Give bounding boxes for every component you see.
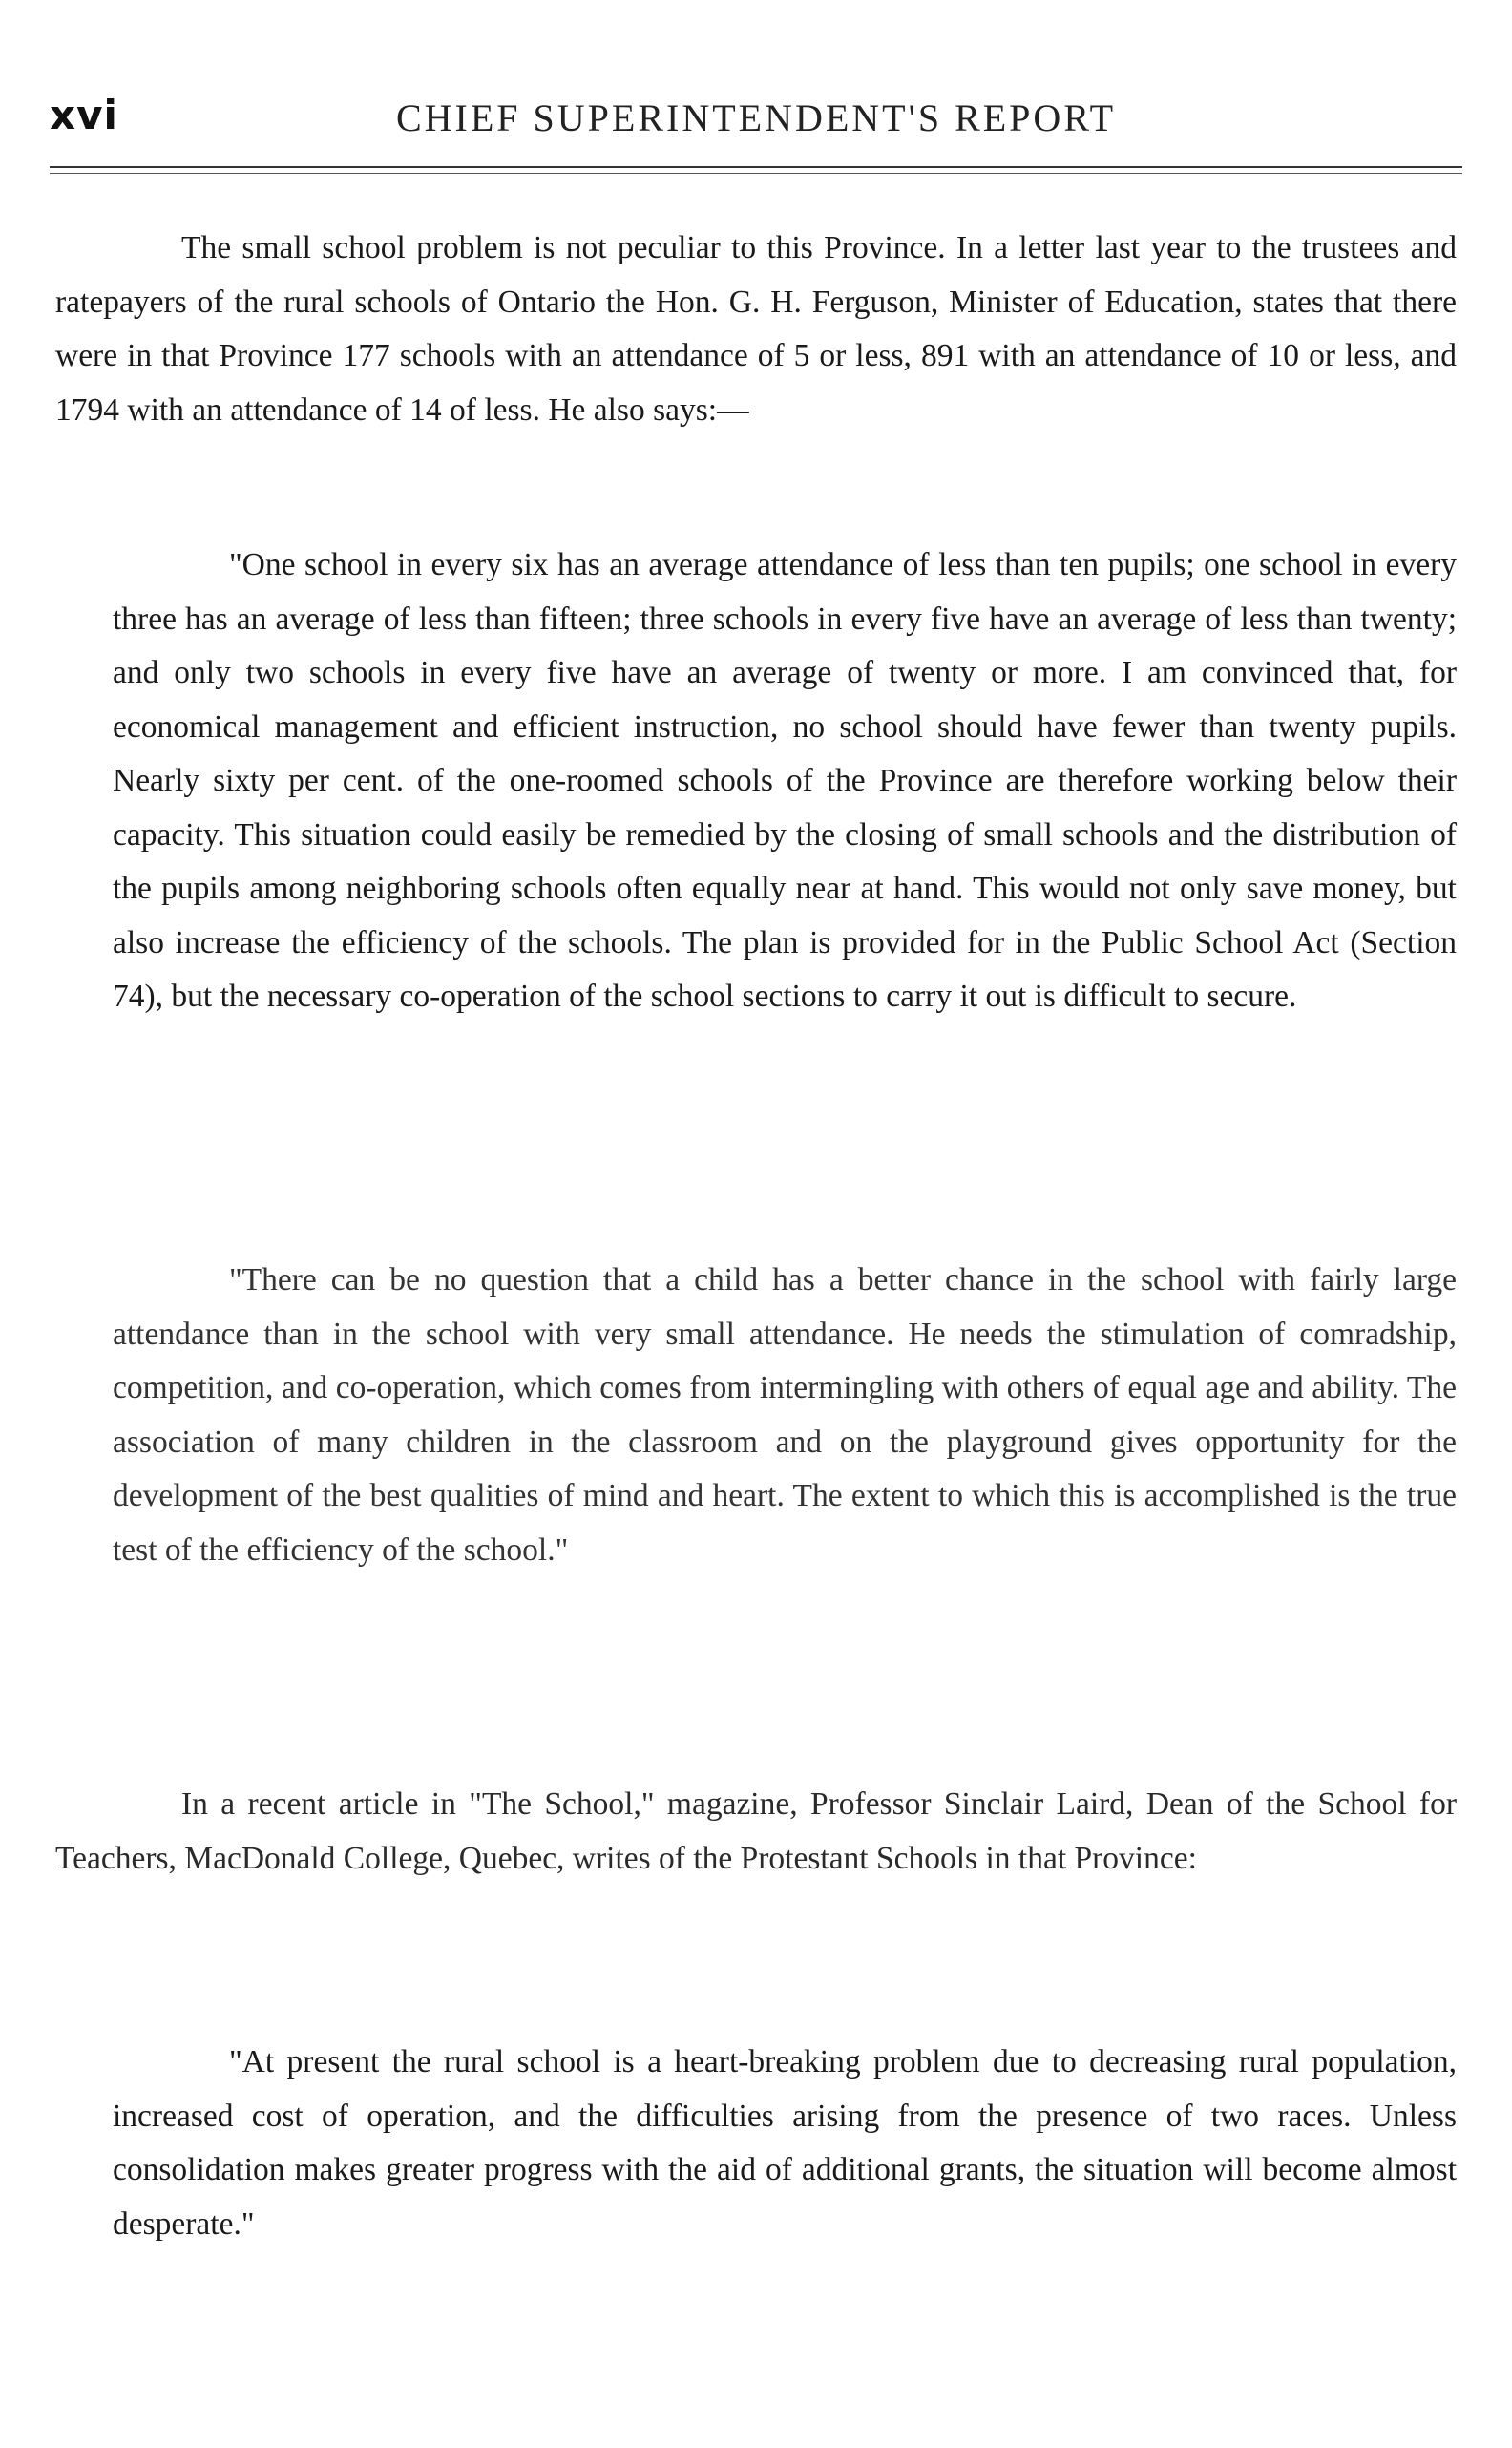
body-paragraph-1: The small school problem is not peculiar to this Province. In a letter last year to the trustees and ratepayers of the rural schools of Ontario the Hon. G. H. Ferguson, Minister of Education, states that there were in that Province 177 schools with an attendance of 5 or less, 891 with an attendance of 10 or less, and 1794 with an attendance of 14 of less. He also says:— <box>55 230 1457 428</box>
header-rule-thin <box>50 173 1462 174</box>
header-rule <box>50 166 1462 168</box>
page-number: xvi <box>50 92 118 138</box>
body-paragraph-2: In a recent article in "The School," magazine, Professor Sinclair Laird, Dean of the School for Teachers, MacDonald College, Quebec, writes of the Protestant Schools in that Province: <box>55 1786 1457 1876</box>
page-header <box>50 92 1462 149</box>
quote-paragraph-ferguson-2: "There can be no question that a child has a better chance in the school with fairly large attendance than in the school with very small attendance. He needs the stimulation of comradship, competition, and co-operation, which comes from intermingling with others of equal age and ability. The association of many children in the classroom and on the playground gives opportunity for the development of the best qualities of mind and heart. The extent to which this is accomplished is the true test of the efficiency of the school." <box>113 1262 1457 1568</box>
running-title: CHIEF SUPERINTENDENT'S REPORT <box>395 96 1117 139</box>
quote-paragraph-laird: "At present the rural school is a heart-breaking problem due to decreasing rural population, increased cost of operation, and the difficulties arising from the presence of two races. Unless consolidation makes greater progress with the aid of additional grants, the situation will become almost desperate." <box>113 2044 1457 2242</box>
quote-paragraph-ferguson-1: "One school in every six has an average attendance of less than ten pupils; one school in every three has an average of less than fifteen; three schools in every five have an average of less than twenty; and only two schools in every five have an average of twenty or more. I am convinced that, for economical management and efficient instruction, no school should have fewer than twenty pupils. Nearly sixty per cent. of the one-roomed schools of the Province are therefore working below their capacity. This situation could easily be remedied by the closing of small schools and the distribution of the pupils among neighboring schools often equally near at hand. This would not only save money, but also increase the efficiency of the schools. The plan is provided for in the Public School Act (Section 74), but the necessary co-operation of the school sections to carry it out is difficult to secure. <box>113 547 1457 1014</box>
